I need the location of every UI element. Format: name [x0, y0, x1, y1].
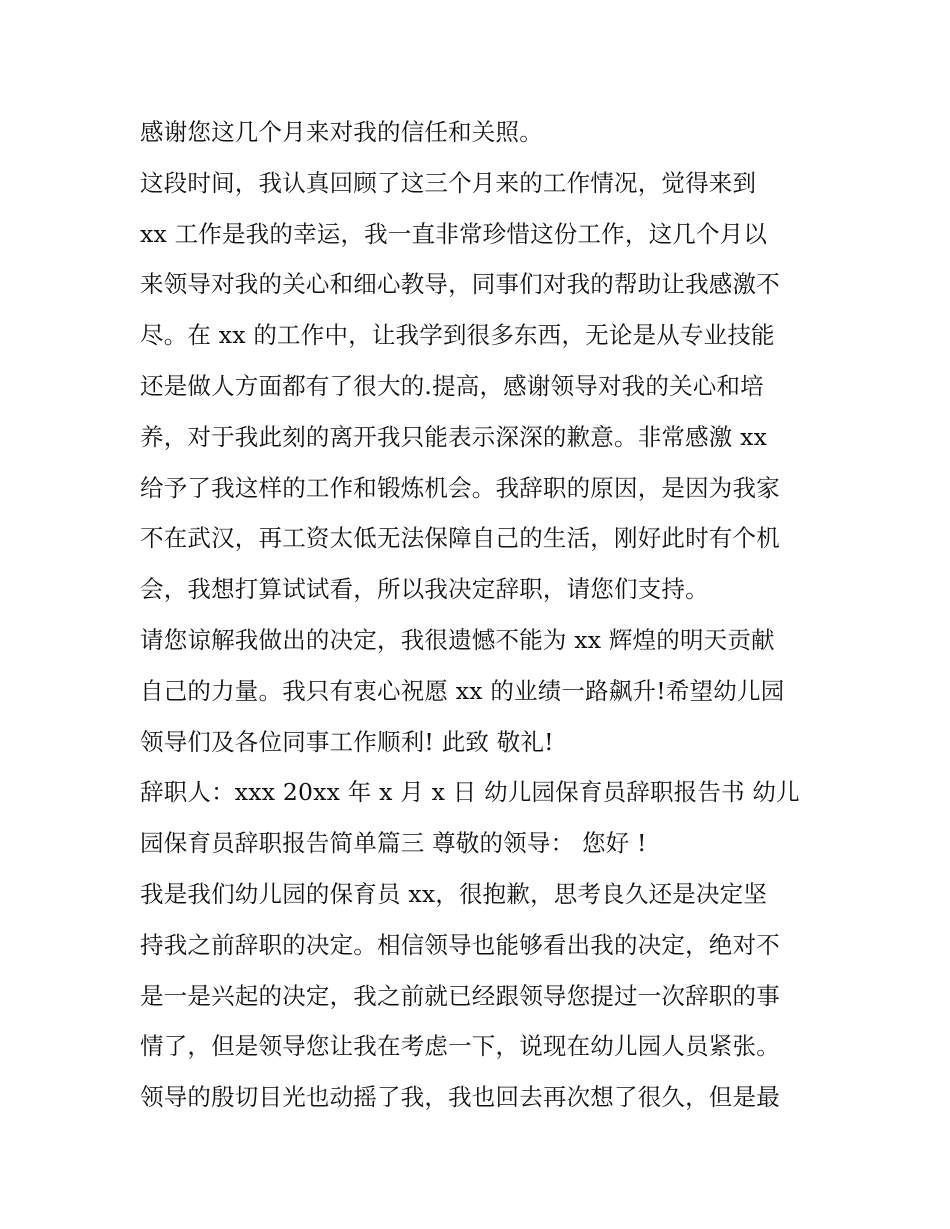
text-line: 请您谅解我做出的决定，我很遗憾不能为 xx 辉煌的明天贡献 — [140, 625, 775, 654]
text-line: 是一是兴起的决定，我之前就已经跟领导您提过一次辞职的事 — [140, 981, 780, 1010]
text-line: 还是做人方面都有了很大的.提高，感谢领导对我的关心和培 — [140, 371, 764, 400]
text-line: 情了，但是领导您让我在考虑一下，说现在幼儿园人员紧张。 — [140, 1032, 780, 1061]
text-line: 来领导对我的关心和细心教导，同事们对我的帮助让我感激不 — [140, 270, 780, 299]
text-line: 不在武汉，再工资太低无法保障自己的生活，刚好此时有个机 — [140, 524, 780, 553]
text-line: 我是我们幼儿园的保育员 xx，很抱歉，思考良久还是决定坚 — [140, 879, 768, 908]
text-line: 养，对于我此刻的离开我只能表示深深的歉意。非常感激 xx — [140, 422, 768, 451]
text-line: 领导们及各位同事工作顺利! 此致 敬礼! — [140, 727, 554, 756]
text-line: 园保育员辞职报告简单篇三 尊敬的领导： 您好 ! — [140, 829, 647, 858]
text-line: 领导的殷切目光也动摇了我，我也回去再次想了很久，但是最 — [140, 1083, 780, 1112]
text-line: 持我之前辞职的决定。相信领导也能够看出我的决定，绝对不 — [140, 930, 780, 959]
text-line: 给予了我这样的工作和锻炼机会。我辞职的原因，是因为我家 — [140, 473, 780, 502]
text-line: 这段时间，我认真回顾了这三个月来的工作情况，觉得来到 — [140, 168, 757, 197]
text-line: 会，我想打算试试看，所以我决定辞职，请您们支持。 — [140, 575, 709, 604]
text-line: 感谢您这几个月来对我的信任和关照。 — [140, 118, 543, 146]
text-line: 尽。在 xx 的工作中，让我学到很多东西，无论是从专业技能 — [140, 321, 775, 350]
text-line: 自己的力量。我只有衷心祝愿 xx 的业绩一路飙升!希望幼儿园 — [140, 676, 785, 705]
document-body — [140, 107, 830, 1123]
text-line: 辞职人：xxx 20xx 年 x 月 x 日 幼儿园保育员辞职报告书 幼儿 — [140, 778, 800, 807]
text-line: xx 工作是我的幸运，我一直非常珍惜这份工作，这几个月以 — [140, 219, 768, 248]
